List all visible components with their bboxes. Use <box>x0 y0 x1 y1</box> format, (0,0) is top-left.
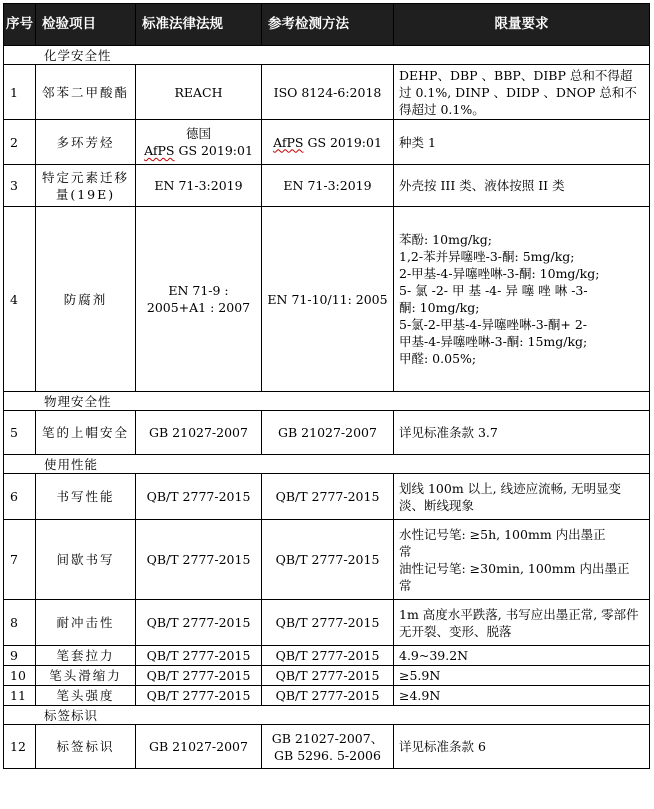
table-row <box>4 411 650 455</box>
method-prefix: AfPS <box>273 134 304 150</box>
section-row <box>4 706 650 725</box>
row-no: 4 <box>4 207 36 392</box>
limit-line: 常 <box>399 543 412 559</box>
row-limit: 详见标准条款 3.7 <box>394 411 650 455</box>
row-item: 特定元素迁移量(19E) <box>36 165 136 207</box>
row-method: GB 21027-2007 <box>262 411 394 455</box>
limit-line: 1,2-苯并异噻唑-3-酮: 5mg/kg; <box>399 249 575 264</box>
limit-line: 甲基-4-异噻唑啉-3-酮: 15mg/kg; <box>399 334 588 349</box>
row-limit: 外壳按 III 类、液体按照 II 类 <box>394 165 650 207</box>
row-no: 10 <box>4 666 36 686</box>
row-method: EN 71-3:2019 <box>262 165 394 207</box>
row-standard: GB 21027-2007 <box>136 411 262 455</box>
row-limit <box>394 207 650 392</box>
standard-line: EN 71-9 : <box>168 283 229 298</box>
test-requirements-table <box>3 3 650 769</box>
header-limit: 限量要求 <box>394 4 650 46</box>
row-no: 1 <box>4 65 36 120</box>
table-row <box>4 646 650 666</box>
table-row <box>4 207 650 392</box>
row-standard: QB/T 2777-2015 <box>136 646 262 666</box>
row-limit: 1m 高度水平跌落, 书写应出墨正常, 零部件无开裂、变形、脱落 <box>394 600 650 646</box>
row-limit: ≥4.9N <box>394 686 650 706</box>
header-method: 参考检测方法 <box>262 4 394 46</box>
row-limit: DEHP、DBP 、BBP、DIBP 总和不得超过 0.1%, DINP 、DIDP 、DNOP 总和不得超过 0.1%。 <box>394 65 650 120</box>
row-no: 5 <box>4 411 36 455</box>
row-method: QB/T 2777-2015 <box>262 520 394 600</box>
header-item: 检验项目 <box>36 4 136 46</box>
standard-line: 2005+A1 : 2007 <box>146 300 251 315</box>
row-standard: EN 71-3:2019 <box>136 165 262 207</box>
table-row <box>4 474 650 520</box>
row-limit: 种类 1 <box>394 120 650 165</box>
section-physical: 物理安全性 <box>4 392 650 411</box>
header-seq: 序号 <box>4 4 36 46</box>
row-standard: GB 21027-2007 <box>136 725 262 769</box>
row-item: 笔头强度 <box>36 686 136 706</box>
row-item: 间歇书写 <box>36 520 136 600</box>
section-row <box>4 392 650 411</box>
table-row <box>4 686 650 706</box>
row-no: 2 <box>4 120 36 165</box>
row-standard: QB/T 2777-2015 <box>136 666 262 686</box>
row-method <box>262 120 394 165</box>
row-method: EN 71-10/11: 2005 <box>262 207 394 392</box>
standard-line: 德国 <box>185 126 211 141</box>
limit-line: 5- 氯 -2- 甲 基 -4- 异 噻 唑 啉 -3- <box>399 283 588 298</box>
row-no: 8 <box>4 600 36 646</box>
row-limit <box>394 520 650 600</box>
row-standard: QB/T 2777-2015 <box>136 520 262 600</box>
limit-line: 甲醛: 0.05%; <box>399 351 477 366</box>
method-line: GB 21027-2007、 <box>271 730 384 746</box>
row-item: 笔的上帽安全 <box>36 411 136 455</box>
limit-line: 常 <box>399 577 412 593</box>
row-standard: QB/T 2777-2015 <box>136 686 262 706</box>
standard-prefix: AfPS <box>144 143 175 158</box>
row-standard: QB/T 2777-2015 <box>136 600 262 646</box>
limit-line: 苯酚: 10mg/kg; <box>399 232 492 247</box>
row-item: 防腐剂 <box>36 207 136 392</box>
standard-suffix: GS 2019:01 <box>174 143 253 158</box>
limit-line: 酮: 10mg/kg; <box>399 300 480 315</box>
row-method <box>262 725 394 769</box>
row-item: 多环芳烃 <box>36 120 136 165</box>
row-no: 6 <box>4 474 36 520</box>
row-item: 标签标识 <box>36 725 136 769</box>
section-row <box>4 455 650 474</box>
table-row <box>4 725 650 769</box>
row-method: QB/T 2777-2015 <box>262 666 394 686</box>
row-no: 12 <box>4 725 36 769</box>
table-row <box>4 165 650 207</box>
table-row <box>4 520 650 600</box>
row-no: 9 <box>4 646 36 666</box>
table-row <box>4 600 650 646</box>
row-item: 笔套拉力 <box>36 646 136 666</box>
section-chemical: 化学安全性 <box>4 46 650 65</box>
row-method: QB/T 2777-2015 <box>262 686 394 706</box>
limit-line: 5-氯-2-甲基-4-异噻唑啉-3-酮+ 2- <box>399 317 588 332</box>
row-method: QB/T 2777-2015 <box>262 474 394 520</box>
row-method: QB/T 2777-2015 <box>262 646 394 666</box>
row-limit: 划线 100m 以上, 线迹应流畅, 无明显变淡、断线现象 <box>394 474 650 520</box>
table-row <box>4 65 650 120</box>
table-header-row <box>4 4 650 46</box>
table-row <box>4 120 650 165</box>
row-standard: QB/T 2777-2015 <box>136 474 262 520</box>
limit-line: 2-甲基-4-异噻唑啉-3-酮: 10mg/kg; <box>399 266 600 281</box>
row-standard <box>136 207 262 392</box>
row-item: 邻苯二甲酸酯 <box>36 65 136 120</box>
method-line: GB 5296. 5-2006 <box>274 747 381 763</box>
row-item: 书写性能 <box>36 474 136 520</box>
row-item: 耐冲击性 <box>36 600 136 646</box>
row-limit: 详见标准条款 6 <box>394 725 650 769</box>
method-suffix: GS 2019:01 <box>303 134 382 150</box>
standard-line <box>141 142 256 159</box>
section-performance: 使用性能 <box>4 455 650 474</box>
row-no: 3 <box>4 165 36 207</box>
limit-line: 水性记号笔: ≥5h, 100mm 内出墨正 <box>399 526 606 542</box>
row-method: QB/T 2777-2015 <box>262 600 394 646</box>
row-standard: REACH <box>136 65 262 120</box>
header-standard: 标准法律法规 <box>136 4 262 46</box>
limit-line: 油性记号笔: ≥30min, 100mm 内出墨正 <box>399 560 630 576</box>
section-labeling: 标签标识 <box>4 706 650 725</box>
table-row <box>4 666 650 686</box>
row-no: 11 <box>4 686 36 706</box>
row-item: 笔头滑缩力 <box>36 666 136 686</box>
section-row <box>4 46 650 65</box>
row-limit: ≥5.9N <box>394 666 650 686</box>
row-method: ISO 8124-6:2018 <box>262 65 394 120</box>
row-no: 7 <box>4 520 36 600</box>
row-standard <box>136 120 262 165</box>
row-limit: 4.9~39.2N <box>394 646 650 666</box>
